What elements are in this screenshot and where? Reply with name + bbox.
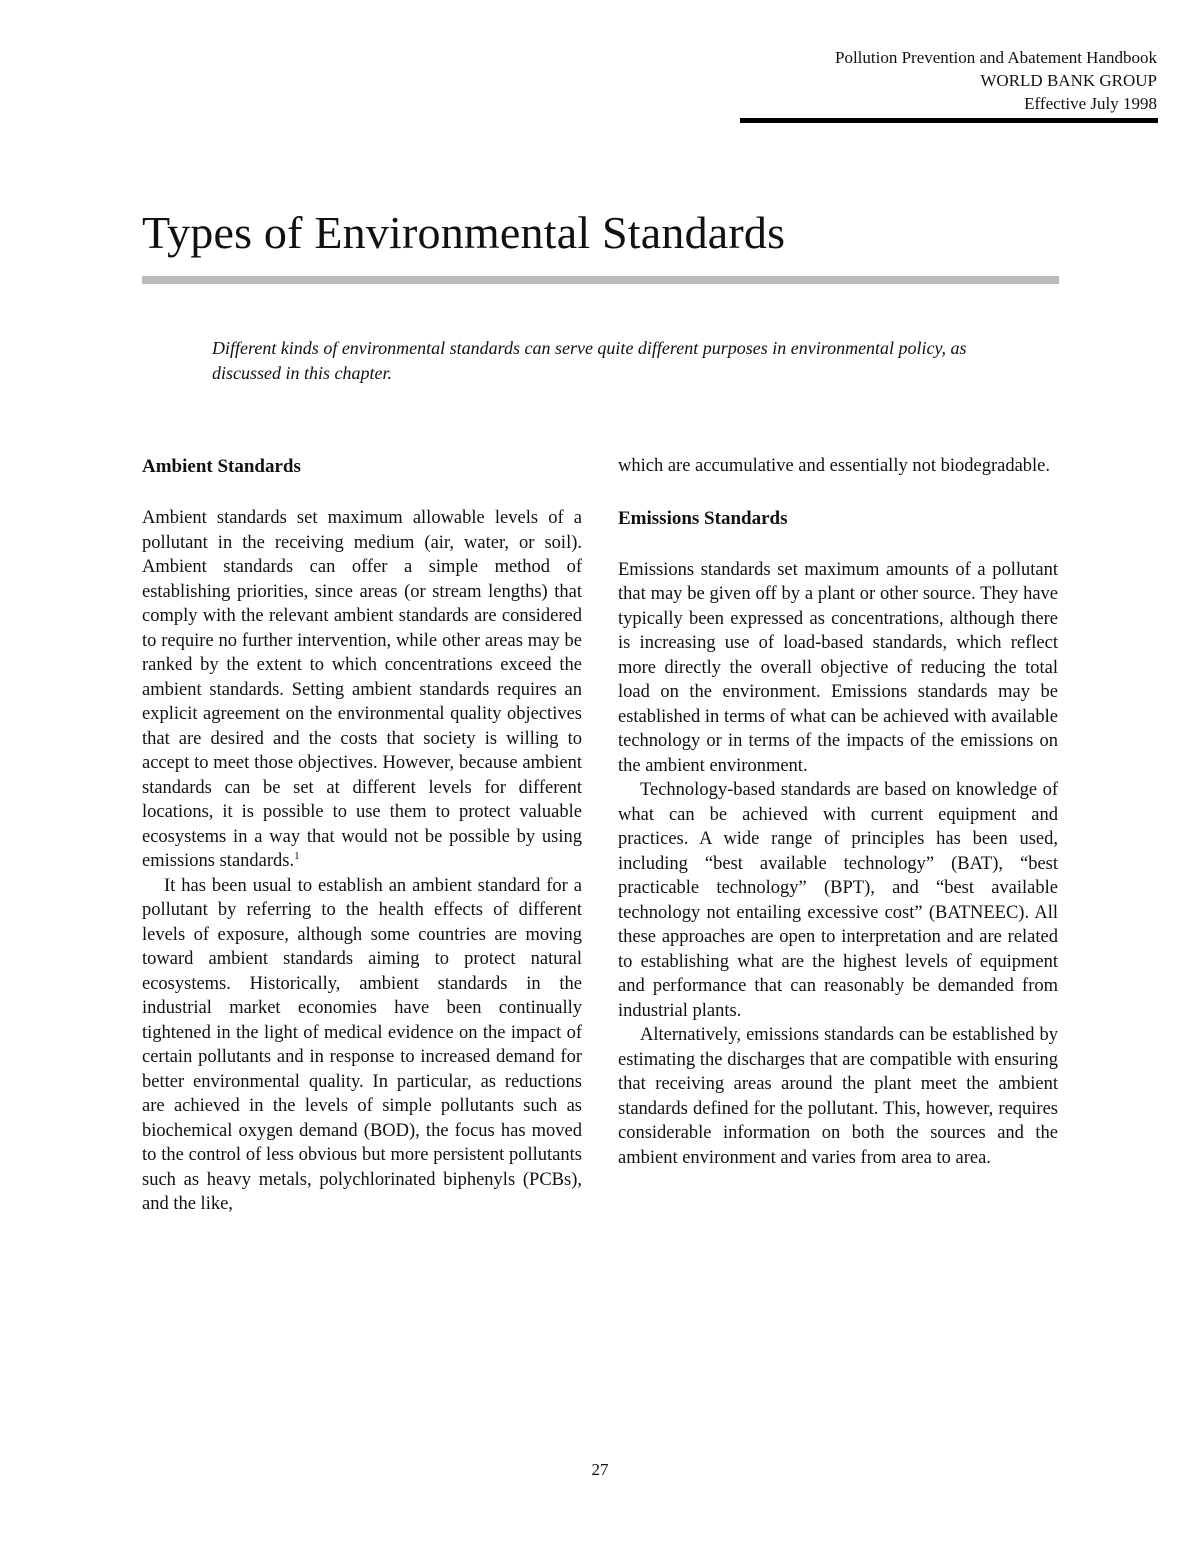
chapter-title: Types of Environmental Standards: [142, 207, 786, 258]
chapter-abstract: Different kinds of environmental standards can serve quite different purposes in environmental policy, as discussed in this chapter.: [212, 338, 967, 383]
ambient-standards-heading: Ambient Standards: [142, 456, 301, 477]
left-column: [142, 454, 582, 1217]
ambient-paragraph-1-text: Ambient standards set maximum allowable levels of a pollutant in the receiving medium (air, water, or soil). Ambient standards can offer a simple method of establishing priorities, since areas (or stream lengths) that comply with the relevant ambient standards are considered to require no further intervention, while other areas may be ranked by the extent to which concentrations exceed the ambient standards. Setting ambient standards requires an explicit agreement on the environmental quality objectives that are desired and the costs that society is willing to accept to meet those objectives. However, because ambient standards can be set at different levels for different locations, it is possible to use them to protect valuable ecosystems in a way that would not be possible by using emissions standards.: [142, 508, 582, 871]
emissions-paragraph-3: Alternatively, emissions standards can be established by estimating the discharges that are compatible with ensuring that receiving areas around the plant meet the ambient standards defined for the pollutant. This, however, requires considerable information on both the sources and the ambient environment and varies from area to area.: [618, 1025, 1058, 1168]
effective-date: Effective July 1998: [1024, 94, 1157, 113]
page-number: 27: [591, 1460, 609, 1479]
emissions-paragraph-1: Emissions standards set maximum amounts of a pollutant that may be given off by a plant or other source. They have typically been expressed as concentrations, although there is increasing use of load-based standards, which reflect more directly the overall objective of reducing the total load on the environment. Emissions standards may be established in terms of what can be achieved with available technology or in terms of the impacts of the emissions on the ambient environment.: [618, 559, 1058, 776]
running-header: [835, 46, 1157, 115]
footnote-marker: 1: [294, 849, 300, 862]
emissions-standards-heading: Emissions Standards: [618, 507, 788, 529]
emissions-paragraph-2: Technology-based standards are based on knowledge of what can be achieved with current equipment and practices. A wide range of principles has been used, including “best available technology” (BAT), “best practicable technology” (BPT), and “best available technology not entailing excessive cost” (BATNEEC). All these approaches are open to interpretation and are related to establishing what are the highest levels of equipment and performance that can reasonably be demanded from industrial plants.: [618, 780, 1058, 1021]
ambient-paragraph-1: [142, 506, 582, 874]
title-rule: [142, 276, 1059, 284]
publisher: WORLD BANK GROUP: [980, 71, 1157, 90]
header-rule: [740, 118, 1158, 123]
right-column: [618, 454, 1058, 1170]
ambient-paragraph-2-continued: which are accumulative and essentially not biodegradable.: [618, 456, 1051, 476]
ambient-paragraph-2: It has been usual to establish an ambient standard for a pollutant by referring to the health effects of different levels of exposure, although some countries are moving toward ambient standards aiming to protect natural ecosystems. Historically, ambient standards in the industrial market economies have been continually tightened in the light of medical evidence on the impact of certain pollutants and in response to increased demand for better environmental quality. In particular, as reductions are achieved in the levels of simple pollutants such as biochemical oxygen demand (BOD), the focus has moved to the control of less obvious but more persistent pollutants such as heavy metals, polychlorinated biphenyls (PCBs), and the like,: [142, 875, 582, 1214]
handbook-title: Pollution Prevention and Abatement Handbook: [834, 48, 1157, 67]
